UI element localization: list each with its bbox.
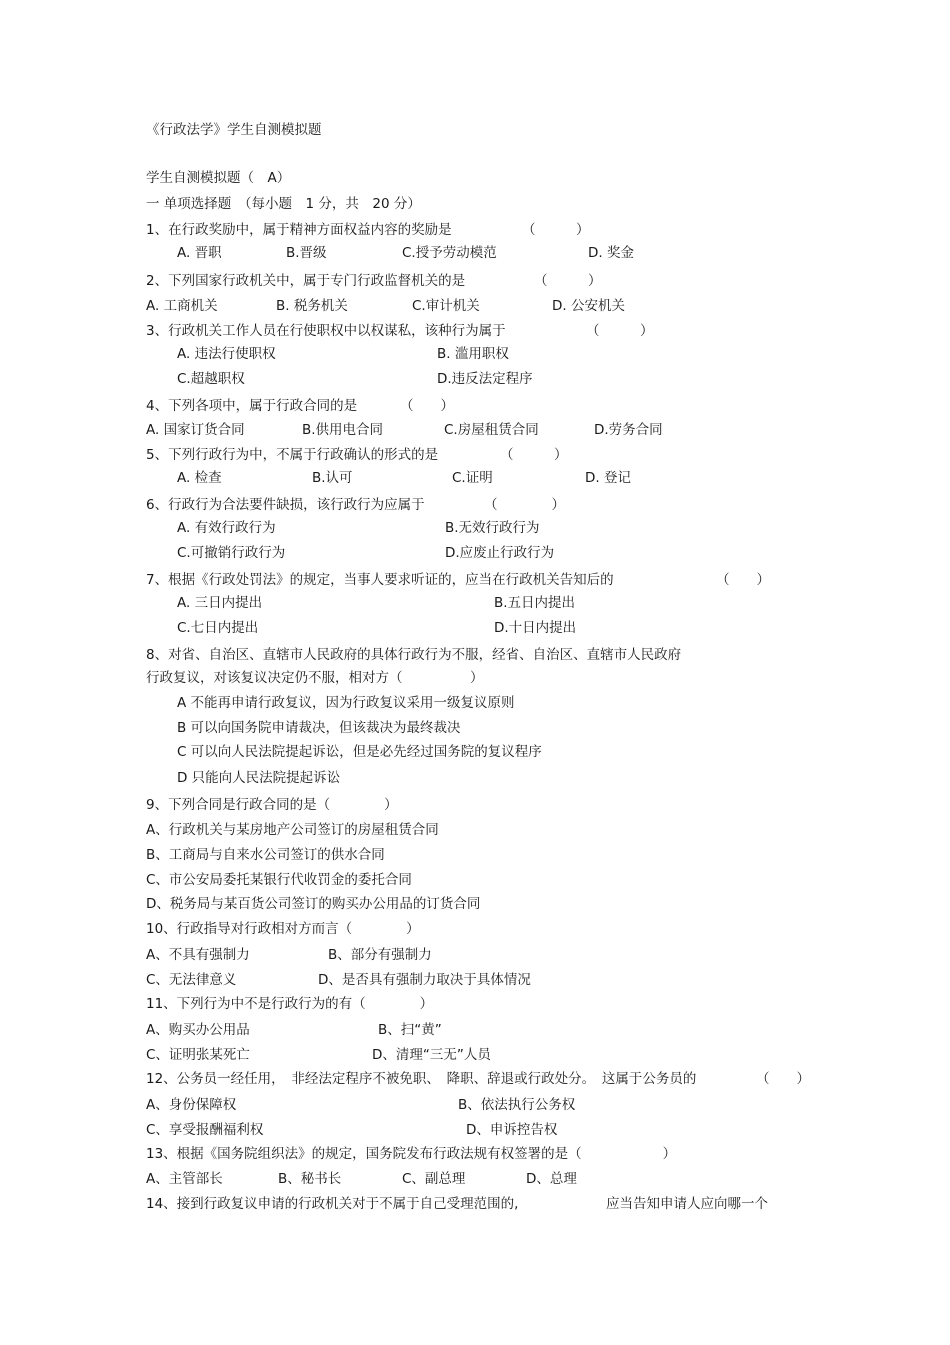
option: D. 奖金	[588, 245, 634, 261]
question-stem: 11、下列行为中不是行政行为的有（ ）	[146, 996, 434, 1012]
answer-paren: （ ）	[756, 1071, 810, 1087]
option: B 可以向国务院申请裁决，但该裁决为最终裁决	[177, 720, 461, 736]
option: B.供用电合同	[302, 422, 384, 438]
option: A、主管部长	[146, 1171, 223, 1187]
option: B.无效行政行为	[445, 520, 540, 536]
option: C、无法律意义	[146, 972, 237, 988]
answer-paren: （ ）	[400, 398, 454, 414]
option: C、副总理	[402, 1171, 466, 1187]
option: D、申诉控告权	[466, 1122, 558, 1138]
option: C 可以向人民法院提起诉讼，但是必先经过国务院的复议程序	[177, 744, 542, 760]
option: D 只能向人民法院提起诉讼	[177, 770, 341, 786]
question-stem: 7、根据《行政处罚法》的规定，当事人要求听证的，应当在行政机关告知后的	[146, 572, 614, 588]
answer-paren: （ ）	[484, 497, 565, 513]
question-stem: 4、下列各项中，属于行政合同的是	[146, 398, 358, 414]
answer-paren: （ ）	[716, 572, 770, 588]
question-stem: 1、在行政奖励中，属于精神方面权益内容的奖励是	[146, 222, 452, 238]
option: B.晋级	[286, 245, 327, 261]
section-title: 学生自测模拟题（ A）	[146, 170, 291, 186]
answer-paren: （ ）	[522, 222, 590, 238]
option: C、市公安局委托某银行代收罚金的委托合同	[146, 872, 412, 888]
option: A、身份保障权	[146, 1097, 237, 1113]
option: D.十日内提出	[494, 620, 577, 636]
question-stem: 10、行政指导对行政相对方而言（ ）	[146, 921, 420, 937]
question-stem: 3、行政机关工作人员在行使职权中以权谋私，该种行为属于	[146, 323, 506, 339]
option: C、享受报酬福利权	[146, 1122, 264, 1138]
answer-paren: （ ）	[500, 447, 568, 463]
option: C.房屋租赁合同	[444, 422, 539, 438]
option: A. 工商机关	[146, 298, 218, 314]
option: A 不能再申请行政复议，因为行政复议采用一级复议原则	[177, 695, 515, 711]
part-title: 一 单项选择题 （每小题 1 分，共 20 分）	[146, 196, 421, 212]
question-stem: 5、下列行政行为中，不属于行政确认的形式的是	[146, 447, 439, 463]
question-stem: 9、下列合同是行政合同的是（ ）	[146, 797, 398, 813]
option: C.可撤销行政行为	[177, 545, 286, 561]
question-stem-continued: 应当告知申请人应向哪一个	[606, 1196, 768, 1212]
question-stem: 8、对省、自治区、直辖市人民政府的具体行政行为不服，经省、自治区、直辖市人民政府	[146, 647, 682, 663]
option: D. 登记	[585, 470, 631, 486]
option: C.证明	[452, 470, 493, 486]
option: D.劳务合同	[594, 422, 663, 438]
option: B. 税务机关	[276, 298, 348, 314]
question-stem: 14、接到行政复议申请的行政机关对于不属于自己受理范围的,	[146, 1196, 519, 1212]
option: A、不具有强制力	[146, 947, 250, 963]
option: B.五日内提出	[494, 595, 576, 611]
option: B. 滥用职权	[437, 346, 509, 362]
option: D. 公安机关	[552, 298, 625, 314]
option: B、依法执行公务权	[458, 1097, 576, 1113]
option: C、证明张某死亡	[146, 1047, 250, 1063]
option: C.超越职权	[177, 371, 245, 387]
option: A. 国家订货合同	[146, 422, 245, 438]
option: B、工商局与自来水公司签订的供水合同	[146, 847, 385, 863]
option: A. 有效行政行为	[177, 520, 276, 536]
question-stem: 13、根据《国务院组织法》的规定，国务院发布行政法规有权签署的是（ ）	[146, 1146, 677, 1162]
option: A. 晋职	[177, 245, 222, 261]
option: B.认可	[312, 470, 353, 486]
option: A. 三日内提出	[177, 595, 263, 611]
option: C.授予劳动模范	[402, 245, 497, 261]
option: C.七日内提出	[177, 620, 259, 636]
question-stem: 2、下列国家行政机关中，属于专门行政监督机关的是	[146, 273, 466, 289]
question-stem: 12、公务员一经任用， 非经法定程序不被免职、 降职、辞退或行政处分。 这属于公务员的	[146, 1071, 697, 1087]
document-title: 《行政法学》学生自测模拟题	[146, 122, 322, 138]
option: A、购买办公用品	[146, 1022, 250, 1038]
answer-paren: （ ）	[586, 323, 654, 339]
option: B、部分有强制力	[328, 947, 432, 963]
option: D.应废止行政行为	[445, 545, 555, 561]
option: D、清理“三无”人员	[372, 1047, 491, 1063]
question-stem: 6、行政行为合法要件缺损，该行政行为应属于	[146, 497, 425, 513]
answer-paren: （ ）	[534, 273, 602, 289]
option: A. 检查	[177, 470, 222, 486]
option: B、扫“黄”	[378, 1022, 442, 1038]
option: C.审计机关	[412, 298, 480, 314]
option: B、秘书长	[278, 1171, 342, 1187]
option: D、税务局与某百货公司签订的购买办公用品的订货合同	[146, 896, 481, 912]
question-stem-continued: 行政复议，对该复议决定仍不服，相对方（ ）	[146, 670, 484, 686]
option: D、总理	[526, 1171, 577, 1187]
option: D.违反法定程序	[437, 371, 533, 387]
option: A. 违法行使职权	[177, 346, 276, 362]
option: A、行政机关与某房地产公司签订的房屋租赁合同	[146, 822, 439, 838]
option: D、是否具有强制力取决于具体情况	[318, 972, 531, 988]
